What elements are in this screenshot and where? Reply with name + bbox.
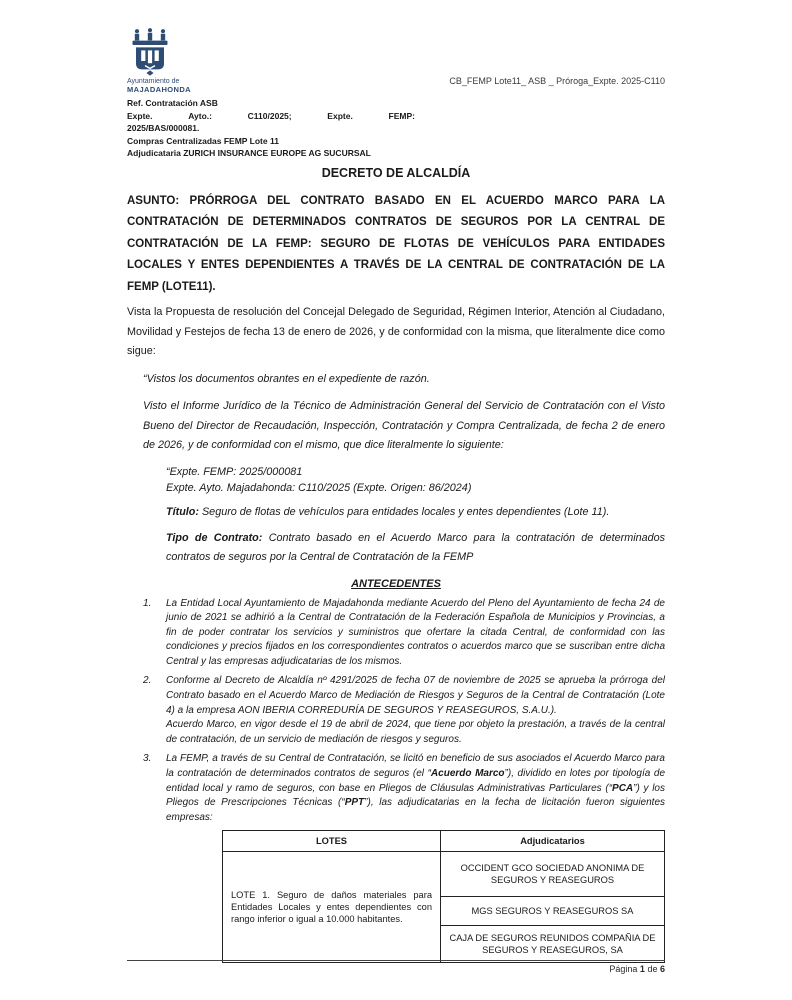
ref-seg: Expte.	[127, 110, 153, 121]
list-item-text	[166, 674, 665, 747]
list-item-number: 2.	[143, 675, 152, 687]
lote-description-cell: LOTE 1. Seguro de daños materiales para Entidades Locales y entes dependientes con rango inferior o igual a 10.000 habitantes.	[223, 852, 441, 963]
contract-title-text: Seguro de flotas de vehículos para entidades locales y entes dependientes (Lote 11).	[201, 505, 610, 518]
footer-de: de	[647, 964, 658, 974]
reference-block	[127, 97, 415, 160]
contract-type-text: Contrato basado en el Acuerdo Marco para la contratación de determinados contratos de seguros por la Central de Contratación de la FEMP	[166, 531, 666, 563]
quote-paragraph-1: “Vistos los documentos obrantes en el expediente de razón.	[143, 372, 430, 385]
list-item-par-2: Acuerdo Marco, en vigor desde el 19 de abril de 2024, que tiene por objeto la prestación, a través de la central de contratación, de un servicio de mediación de riesgos y seguros.	[166, 719, 665, 745]
list-item-number: 1.	[143, 597, 152, 609]
contract-type-line	[166, 529, 665, 568]
footer-current-page: 1	[639, 964, 645, 974]
ref-line-5: Adjudicataria ZURICH INSURANCE EUROPE AG SUCURSAL	[127, 148, 371, 158]
contract-type-label: Tipo de Contrato:	[166, 531, 263, 544]
logo-caption	[127, 78, 191, 95]
contract-title-label: Título:	[166, 505, 199, 518]
list-item	[127, 597, 665, 670]
expediente-ayto: Expte. Ayto. Majadahonda: C110/2025 (Expte. Origen: 86/2024)	[166, 481, 472, 494]
list-item	[127, 752, 665, 825]
majadahonda-emblem-icon	[127, 28, 173, 76]
footer-divider	[127, 960, 665, 961]
expediente-femp: “Expte. FEMP: 2025/000081	[166, 465, 303, 478]
list-item-bold-term: Acuerdo Marco	[430, 768, 505, 780]
page-number-indicator	[609, 964, 665, 974]
expediente-block	[166, 464, 665, 496]
logo-caption-line2: MAJADAHONDA	[127, 85, 191, 95]
ref-line-1: Ref. Contratación ASB	[127, 98, 218, 108]
ref-seg: Expte.	[327, 110, 353, 121]
adjudicatario-cell: MGS SEGUROS Y REASEGUROS SA	[441, 897, 665, 926]
list-item-segment: ”), dividido en lotes por tipología de entidad local y ramo de seguros, con base en Pliegos de Cláusulas Administrativas Particulares (“	[166, 768, 666, 794]
list-item-number: 3.	[143, 753, 152, 765]
list-item-text	[166, 752, 665, 825]
list-item-bold-term: PCA	[612, 782, 634, 794]
table-header-row	[223, 831, 665, 852]
list-item-bold-term: PPT	[344, 797, 365, 809]
subject-paragraph: ASUNTO: PRÓRROGA DEL CONTRATO BASADO EN EL ACUERDO MARCO PARA LA CONTRATACIÓN DE DETERMINADOS CONTRATOS DE SEGUROS POR LA CENTRAL DE CONTRATACIÓN DE LA FEMP: SEGURO DE FLOTAS DE VEHÍCULOS PARA ENTIDADES LOCALES Y ENTES DEPENDIENTES A TRAVÉS DE LA CENTRAL DE CONTRATACIÓN DE LA FEMP (LOTE11).	[127, 194, 665, 293]
contract-title-line	[166, 505, 665, 520]
ref-seg: FEMP:	[388, 110, 415, 121]
ref-line-4: Compras Centralizadas FEMP Lote 11	[127, 135, 279, 146]
antecedentes-list	[127, 597, 665, 826]
adjudicatario-cell: OCCIDENT GCO SOCIEDAD ANONIMA DE SEGUROS Y REASEGUROS	[441, 852, 665, 897]
table-row	[223, 852, 665, 897]
adjudicatario-cell: CAJA DE SEGUROS REUNIDOS COMPAÑIA DE SEGUROS Y REASEGUROS, SA	[441, 926, 665, 963]
list-item-segment: ”) y los Pliegos de Prescripciones Técnicas (“	[166, 782, 665, 809]
table-header-lotes: LOTES	[223, 831, 441, 852]
list-item-par-1: Conforme al Decreto de Alcaldía nº 4291/2025 de fecha 07 de noviembre de 2025 se aprueba la prórroga del Contrato basado en el Acuerdo Marco de Mediación de Riesgos y Seguros de la Central de Contratación (Lote 4) a la empresa AON IBERIA CORREDURÍA DE SEGUROS Y REASEGUROS, S.A.U.).	[166, 675, 665, 716]
city-logo	[127, 28, 191, 95]
intro-paragraph: Vista la Propuesta de resolución del Concejal Delegado de Seguridad, Régimen Interior, Atención al Ciudadano, Movilidad y Festejos de fecha 13 de enero de 2026, y de conformidad con la misma, que literalmente dice como sigue:	[127, 306, 665, 357]
page-header	[127, 28, 665, 94]
list-item-segment: La FEMP, a través de su Central de Contratación, se licitó en beneficio de sus asociados el Acuerdo Marco para la contratación de determinados contratos de seguros (el “	[166, 753, 665, 780]
antecedentes-heading: ANTECEDENTES	[351, 577, 441, 590]
footer-total-pages: 6	[659, 964, 665, 974]
list-item-segment: ”), las adjudicatarias en la fecha de licitación fueron siguientes empresas:	[166, 797, 666, 823]
ref-line-3: 2025/BAS/000081.	[127, 123, 200, 133]
lotes-table	[222, 830, 665, 963]
document-reference-code: CB_FEMP Lote11_ ASB _ Próroga_Expte. 2025-C110	[449, 76, 665, 86]
quote-paragraph-2: Visto el Informe Jurídico de la Técnico de Administración General del Servicio de Contratación con el Visto Bueno del Director de Recaudación, Inspección, Contratación y Compra Centralizada, de fecha 2 de enero de 2026, y de conformidad con el mismo, que dice literalmente lo siguiente:	[143, 400, 665, 451]
logo-caption-line1: Ayuntamiento de	[127, 78, 180, 85]
ref-seg: Ayto.:	[188, 110, 212, 121]
footer-prefix: Página	[609, 964, 638, 974]
document-title: DECRETO DE ALCALDÍA	[321, 165, 471, 180]
list-item	[127, 674, 665, 747]
list-item-text: La Entidad Local Ayuntamiento de Majadahonda mediante Acuerdo del Pleno del Ayuntamiento de fecha 24 de junio de 2021 se adhirió a la Central de Contratación de la Federación Española de Municipios y Provincias, a fin de poder contratar los servicios y suministros que ofertare la citada Central, de conformidad con las condiciones y precios fijados en los correspondientes contratos o acuerdos marco que se suscriban entre dicha Central y las empresas adjudicatarias de los mismos.	[166, 597, 665, 667]
table-header-adjudicatarios: Adjudicatarios	[441, 831, 665, 852]
ref-seg: C110/2025;	[247, 110, 292, 121]
ref-line-2	[127, 110, 415, 123]
